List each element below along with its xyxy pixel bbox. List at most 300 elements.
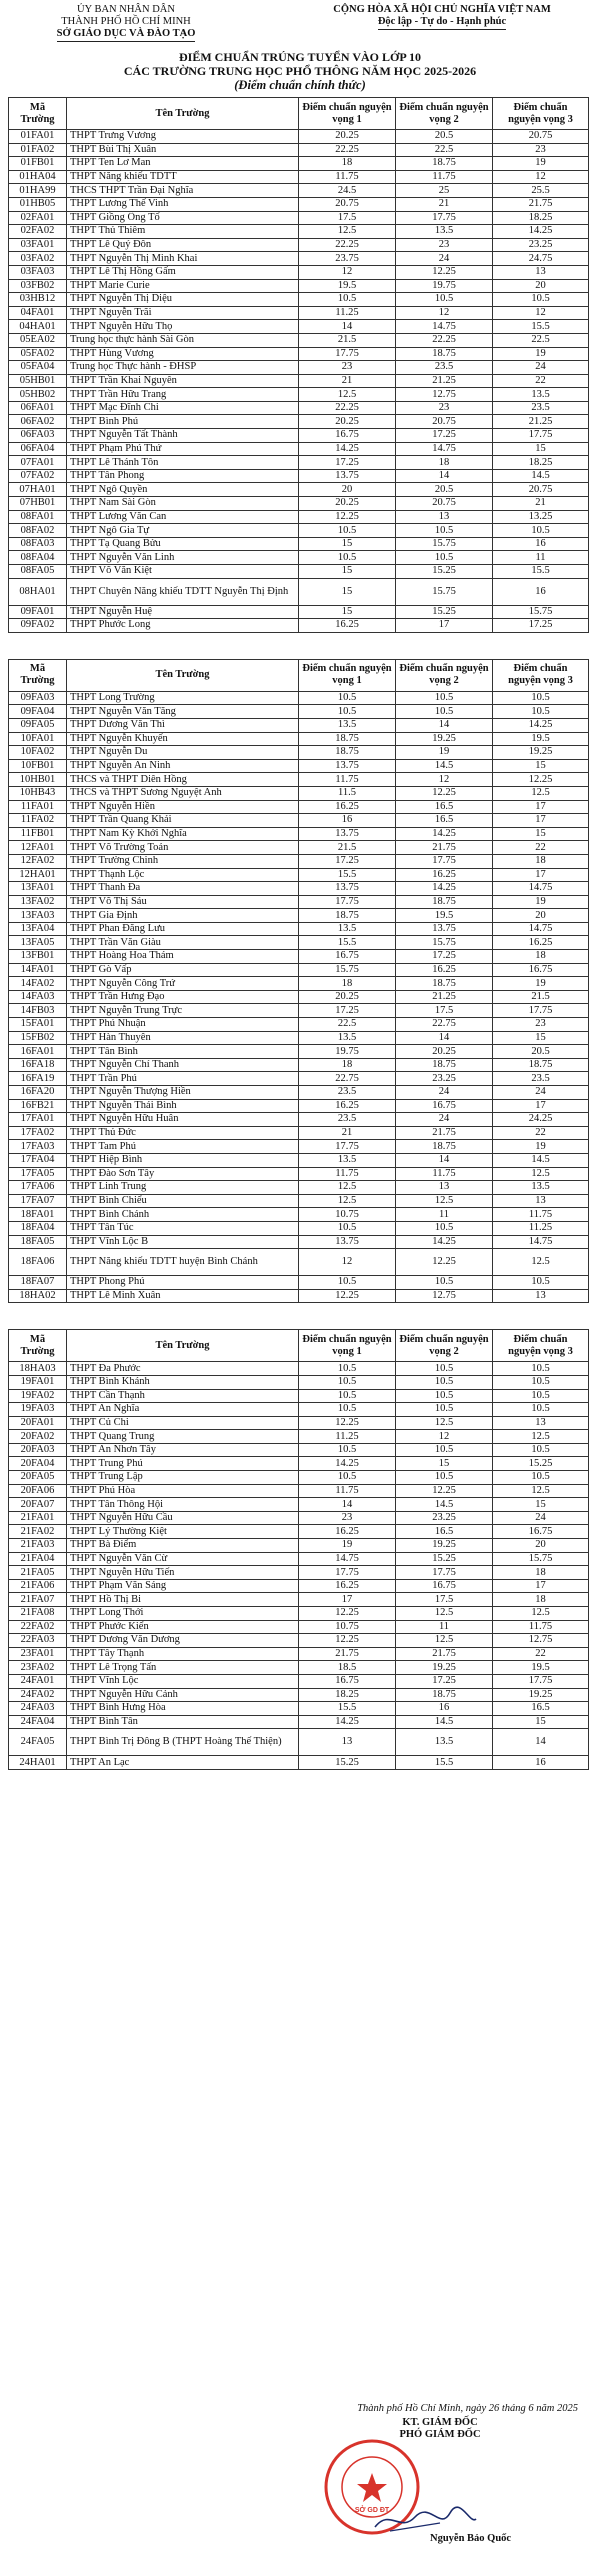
score-nv3: 10.5	[493, 524, 589, 538]
score-nv3: 17	[493, 814, 589, 828]
school-name: THPT Gia Định	[67, 909, 299, 923]
table-row	[9, 800, 589, 814]
score-nv2: 18.75	[396, 1058, 493, 1072]
school-code: 11FA01	[9, 800, 67, 814]
school-code: 06FA03	[9, 429, 67, 443]
score-nv2: 23.25	[396, 1072, 493, 1086]
score-nv3: 17.75	[493, 1674, 589, 1688]
table-row	[9, 1058, 589, 1072]
school-name: THPT Hoàng Hoa Thám	[67, 950, 299, 964]
score-nv1: 21.5	[299, 841, 396, 855]
score-nv2: 23	[396, 401, 493, 415]
score-nv1: 22.75	[299, 1072, 396, 1086]
score-nv3: 16	[493, 1756, 589, 1770]
table-row	[9, 293, 589, 307]
score-nv1: 17.75	[299, 347, 396, 361]
score-nv1: 11.75	[299, 1167, 396, 1181]
score-nv3: 23.25	[493, 238, 589, 252]
table-row	[9, 1289, 589, 1303]
table-row	[9, 333, 589, 347]
score-nv2: 22.5	[396, 143, 493, 157]
score-nv2: 12.5	[396, 1416, 493, 1430]
score-nv3: 10.5	[493, 1375, 589, 1389]
score-nv3: 10.5	[493, 1443, 589, 1457]
score-nv2: 17.75	[396, 211, 493, 225]
score-nv2: 16.5	[396, 1525, 493, 1539]
score-nv1: 21	[299, 1126, 396, 1140]
score-nv2: 13.5	[396, 225, 493, 239]
school-name: THPT Nguyễn Hữu Thọ	[67, 320, 299, 334]
score-nv3: 24	[493, 1086, 589, 1100]
school-name: THPT Phong Phú	[67, 1276, 299, 1290]
school-name: Trung học Thực hành - ĐHSP	[67, 361, 299, 375]
score-nv1: 10.5	[299, 524, 396, 538]
score-nv3: 10.5	[493, 1389, 589, 1403]
school-name: THPT Nguyễn Thượng Hiền	[67, 1086, 299, 1100]
school-name: THPT Giồng Ông Tố	[67, 211, 299, 225]
column-header-name: Tên Trường	[67, 98, 299, 130]
score-nv1: 10.5	[299, 691, 396, 705]
school-name: THPT Ngô Quyền	[67, 483, 299, 497]
school-name: THPT Nguyễn Hữu Huân	[67, 1113, 299, 1127]
score-nv1: 10.75	[299, 1208, 396, 1222]
school-name: THPT Mạc Đĩnh Chi	[67, 401, 299, 415]
table-row	[9, 1086, 589, 1100]
table-row	[9, 537, 589, 551]
school-name: THPT Võ Văn Kiệt	[67, 565, 299, 579]
school-code: 20FA01	[9, 1416, 67, 1430]
score-nv3: 13	[493, 1416, 589, 1430]
school-code: 16FA19	[9, 1072, 67, 1086]
score-nv3: 10.5	[493, 1276, 589, 1290]
score-nv1: 11.75	[299, 170, 396, 184]
table-row	[9, 1181, 589, 1195]
score-nv2: 10.5	[396, 1443, 493, 1457]
score-nv1: 10.5	[299, 1375, 396, 1389]
school-name: THPT Tân Bình	[67, 1045, 299, 1059]
table-row	[9, 619, 589, 633]
score-nv2: 14	[396, 718, 493, 732]
column-header-nv3: Điểm chuẩn nguyện vọng 3	[493, 1330, 589, 1362]
school-name: THPT Nguyễn Trãi	[67, 306, 299, 320]
school-name: THPT Tân Phong	[67, 469, 299, 483]
score-nv2: 12.5	[396, 1634, 493, 1648]
school-code: 01FB01	[9, 157, 67, 171]
school-name: THPT Long Trường	[67, 691, 299, 705]
column-header-code: Mã Trường	[9, 1330, 67, 1362]
score-nv1: 17	[299, 1593, 396, 1607]
school-code: 02FA02	[9, 225, 67, 239]
score-nv1: 18.75	[299, 732, 396, 746]
school-name: THPT Bình Trị Đông B (THPT Hoàng Thế Thiện)	[67, 1729, 299, 1756]
school-name: THPT Nguyễn Hữu Tiến	[67, 1566, 299, 1580]
school-code: 17FA03	[9, 1140, 67, 1154]
school-name: THCS và THPT Sương Nguyệt Anh	[67, 786, 299, 800]
column-header-nv2: Điểm chuẩn nguyện vọng 2	[396, 1330, 493, 1362]
table-row	[9, 1688, 589, 1702]
score-nv1: 23.5	[299, 1113, 396, 1127]
table-row	[9, 1674, 589, 1688]
score-nv2: 17.25	[396, 950, 493, 964]
school-name: THPT Trần Khai Nguyên	[67, 374, 299, 388]
table-row	[9, 252, 589, 266]
score-nv1: 13.75	[299, 759, 396, 773]
score-nv3: 10.5	[493, 1403, 589, 1417]
score-nv2: 15.25	[396, 1552, 493, 1566]
table-row	[9, 746, 589, 760]
school-code: 17FA02	[9, 1126, 67, 1140]
score-table	[8, 1329, 589, 1770]
school-code: 13FA01	[9, 882, 67, 896]
school-code: 08HA01	[9, 578, 67, 605]
score-nv3: 12.5	[493, 1607, 589, 1621]
score-nv2: 11.75	[396, 1167, 493, 1181]
score-nv2: 17.25	[396, 429, 493, 443]
table-row	[9, 442, 589, 456]
score-nv1: 15.5	[299, 936, 396, 950]
score-nv1: 15	[299, 578, 396, 605]
score-nv3: 17.25	[493, 619, 589, 633]
table-row	[9, 565, 589, 579]
school-name: THPT Phước Long	[67, 619, 299, 633]
score-nv3: 15	[493, 827, 589, 841]
score-nv3: 25.5	[493, 184, 589, 198]
score-nv1: 10.5	[299, 293, 396, 307]
score-nv3: 16.25	[493, 936, 589, 950]
score-nv1: 16.25	[299, 800, 396, 814]
score-nv2: 21.75	[396, 1647, 493, 1661]
score-nv3: 11.25	[493, 1221, 589, 1235]
score-nv1: 19.5	[299, 279, 396, 293]
score-nv2: 21.75	[396, 841, 493, 855]
school-code: 22FA03	[9, 1634, 67, 1648]
score-nv1: 12.25	[299, 1416, 396, 1430]
school-name: THPT Thủ Đức	[67, 1126, 299, 1140]
school-name: THPT Đa Phước	[67, 1362, 299, 1376]
score-nv1: 12.5	[299, 225, 396, 239]
school-code: 05HB02	[9, 388, 67, 402]
table-row	[9, 415, 589, 429]
score-nv3: 16.5	[493, 1702, 589, 1716]
score-nv2: 18.75	[396, 157, 493, 171]
score-nv3: 19	[493, 895, 589, 909]
school-code: 01FA01	[9, 130, 67, 144]
score-nv2: 23.25	[396, 1511, 493, 1525]
score-nv1: 18.75	[299, 746, 396, 760]
column-header-nv3: Điểm chuẩn nguyện vọng 3	[493, 98, 589, 130]
school-code: 20FA04	[9, 1457, 67, 1471]
school-code: 05FA04	[9, 361, 67, 375]
score-nv3: 15.5	[493, 320, 589, 334]
school-code: 12HA01	[9, 868, 67, 882]
score-nv3: 14	[493, 1729, 589, 1756]
column-header-nv1: Điểm chuẩn nguyện vọng 1	[299, 98, 396, 130]
school-name: THPT Bình Tân	[67, 1715, 299, 1729]
table-row	[9, 1457, 589, 1471]
score-nv2: 11.75	[396, 170, 493, 184]
score-nv1: 12.5	[299, 388, 396, 402]
score-nv1: 10.5	[299, 705, 396, 719]
score-nv3: 17.75	[493, 1004, 589, 1018]
school-name: THPT Nguyễn Khuyến	[67, 732, 299, 746]
score-nv2: 17.5	[396, 1004, 493, 1018]
column-header-code: Mã Trường	[9, 98, 67, 130]
score-nv2: 14.75	[396, 320, 493, 334]
score-nv2: 11	[396, 1208, 493, 1222]
issuing-authority	[8, 4, 238, 50]
school-code: 06FA04	[9, 442, 67, 456]
score-nv3: 17	[493, 1099, 589, 1113]
school-code: 24FA03	[9, 1702, 67, 1716]
school-code: 18HA02	[9, 1289, 67, 1303]
school-code: 23FA02	[9, 1661, 67, 1675]
score-nv3: 22	[493, 374, 589, 388]
score-nv3: 14.5	[493, 469, 589, 483]
score-nv3: 14.25	[493, 225, 589, 239]
school-name: THPT An Nhơn Tây	[67, 1443, 299, 1457]
score-nv2: 24	[396, 1086, 493, 1100]
score-nv1: 12.25	[299, 1289, 396, 1303]
school-name: THPT Linh Trung	[67, 1181, 299, 1195]
school-name: THPT Thủ Thiêm	[67, 225, 299, 239]
school-code: 03HB12	[9, 293, 67, 307]
score-nv2: 14	[396, 1153, 493, 1167]
score-nv2: 18.75	[396, 1688, 493, 1702]
table-row	[9, 1099, 589, 1113]
school-name: THPT Dương Văn Dương	[67, 1634, 299, 1648]
score-nv2: 17	[396, 619, 493, 633]
school-code: 05EA02	[9, 333, 67, 347]
score-nv1: 17.75	[299, 1140, 396, 1154]
school-name: THPT Tây Thạnh	[67, 1647, 299, 1661]
table-row	[9, 882, 589, 896]
score-nv2: 10.5	[396, 1362, 493, 1376]
table-row	[9, 705, 589, 719]
school-name: THPT Lương Văn Can	[67, 510, 299, 524]
score-nv1: 17.75	[299, 895, 396, 909]
school-code: 20FA03	[9, 1443, 67, 1457]
place-date: Thành phố Hồ Chí Minh, ngày 26 tháng 6 năm 2025	[357, 2403, 578, 2414]
score-nv1: 18.5	[299, 1661, 396, 1675]
school-code: 09FA02	[9, 619, 67, 633]
table-row	[9, 1525, 589, 1539]
score-nv1: 17.5	[299, 211, 396, 225]
school-code: 07HB01	[9, 497, 67, 511]
score-nv1: 17.75	[299, 1566, 396, 1580]
score-nv3: 16	[493, 537, 589, 551]
score-nv2: 17.25	[396, 1674, 493, 1688]
score-nv2: 12.75	[396, 388, 493, 402]
score-nv3: 10.5	[493, 1362, 589, 1376]
school-name: THCS THPT Trần Đại Nghĩa	[67, 184, 299, 198]
score-nv2: 11	[396, 1620, 493, 1634]
school-code: 18FA07	[9, 1276, 67, 1290]
school-code: 13FA05	[9, 936, 67, 950]
school-name: THPT Hồ Thị Bi	[67, 1593, 299, 1607]
table-row	[9, 977, 589, 991]
school-name: THPT Hùng Vương	[67, 347, 299, 361]
score-nv2: 17.75	[396, 854, 493, 868]
score-nv1: 14.25	[299, 1457, 396, 1471]
motto-line-1: CỘNG HÒA XÃ HỘI CHỦ NGHĨA VIỆT NAM	[333, 4, 551, 15]
table-row	[9, 578, 589, 605]
table-header-row	[9, 98, 589, 130]
school-name: THPT Phạm Phú Thứ	[67, 442, 299, 456]
score-nv3: 20	[493, 1539, 589, 1553]
school-name: THPT Trường Chinh	[67, 854, 299, 868]
score-nv3: 10.5	[493, 705, 589, 719]
score-nv1: 23	[299, 361, 396, 375]
school-name: THPT Nguyễn Hữu Cầu	[67, 1511, 299, 1525]
school-name: Trung học thực hành Sài Gòn	[67, 333, 299, 347]
score-nv2: 16	[396, 1702, 493, 1716]
score-nv2: 14.25	[396, 882, 493, 896]
school-code: 19FA03	[9, 1403, 67, 1417]
school-name: THPT Trưng Vương	[67, 130, 299, 144]
score-nv2: 16.25	[396, 963, 493, 977]
score-nv1: 11.75	[299, 773, 396, 787]
school-name: THPT Lê Trọng Tấn	[67, 1661, 299, 1675]
score-nv2: 21.25	[396, 990, 493, 1004]
school-name: THPT Trần Văn Giàu	[67, 936, 299, 950]
school-name: THPT Phước Kiển	[67, 1620, 299, 1634]
score-nv3: 16	[493, 578, 589, 605]
score-nv1: 20	[299, 483, 396, 497]
table-row	[9, 605, 589, 619]
signature-block	[0, 2403, 600, 2563]
score-nv3: 19	[493, 977, 589, 991]
score-nv3: 15	[493, 1031, 589, 1045]
table-row	[9, 157, 589, 171]
table-row	[9, 1004, 589, 1018]
score-nv2: 10.5	[396, 551, 493, 565]
school-name: THPT Vĩnh Lộc B	[67, 1235, 299, 1249]
table-row	[9, 374, 589, 388]
score-nv3: 18	[493, 854, 589, 868]
score-nv1: 11.25	[299, 1430, 396, 1444]
school-name: THPT Trần Phú	[67, 1072, 299, 1086]
score-nv1: 22.5	[299, 1018, 396, 1032]
table-row	[9, 1620, 589, 1634]
school-name: THPT An Lạc	[67, 1756, 299, 1770]
score-nv2: 19	[396, 746, 493, 760]
table-row	[9, 1552, 589, 1566]
table-row	[9, 1566, 589, 1580]
school-code: 16FA18	[9, 1058, 67, 1072]
score-nv1: 12.5	[299, 1194, 396, 1208]
table-row	[9, 1140, 589, 1154]
score-nv1: 16.75	[299, 429, 396, 443]
score-nv3: 17.75	[493, 429, 589, 443]
score-nv2: 20.75	[396, 415, 493, 429]
table-row	[9, 1031, 589, 1045]
table-row	[9, 265, 589, 279]
school-name: THPT Lê Thánh Tôn	[67, 456, 299, 470]
score-nv2: 14.5	[396, 1498, 493, 1512]
school-name: THPT Hàn Thuyên	[67, 1031, 299, 1045]
score-nv1: 12	[299, 265, 396, 279]
table-row	[9, 1484, 589, 1498]
score-nv3: 11.75	[493, 1208, 589, 1222]
score-nv1: 10.5	[299, 1443, 396, 1457]
school-name: THPT Nguyễn Chí Thanh	[67, 1058, 299, 1072]
score-nv2: 19.25	[396, 1539, 493, 1553]
table-row	[9, 524, 589, 538]
table-row	[9, 718, 589, 732]
score-nv1: 15	[299, 605, 396, 619]
score-nv1: 18.25	[299, 1688, 396, 1702]
school-name: THPT Quang Trung	[67, 1430, 299, 1444]
score-nv3: 20	[493, 279, 589, 293]
score-nv1: 15.75	[299, 963, 396, 977]
score-nv1: 10.5	[299, 1276, 396, 1290]
column-header-code: Mã Trường	[9, 659, 67, 691]
table-gap	[8, 1303, 592, 1329]
table-row	[9, 388, 589, 402]
school-code: 08FA01	[9, 510, 67, 524]
school-name: THPT Lý Thường Kiệt	[67, 1525, 299, 1539]
school-code: 02FA01	[9, 211, 67, 225]
score-nv3: 10.5	[493, 691, 589, 705]
score-nv3: 12.5	[493, 1430, 589, 1444]
school-code: 19FA02	[9, 1389, 67, 1403]
school-code: 06FA02	[9, 415, 67, 429]
school-code: 08FA03	[9, 537, 67, 551]
document-subtitle: (Điểm chuẩn chính thức)	[234, 78, 366, 92]
school-name: THPT Long Thới	[67, 1607, 299, 1621]
score-nv2: 21	[396, 197, 493, 211]
school-name: THPT Trung Lập	[67, 1471, 299, 1485]
score-nv3: 21.5	[493, 990, 589, 1004]
school-code: 03FA01	[9, 238, 67, 252]
school-name: THPT Nguyễn Văn Tăng	[67, 705, 299, 719]
school-code: 20FA07	[9, 1498, 67, 1512]
school-code: 01FA02	[9, 143, 67, 157]
score-nv2: 10.5	[396, 1276, 493, 1290]
score-nv3: 18	[493, 1593, 589, 1607]
school-code: 17FA01	[9, 1113, 67, 1127]
school-code: 03FA02	[9, 252, 67, 266]
column-header-nv1: Điểm chuẩn nguyện vọng 1	[299, 659, 396, 691]
score-nv3: 22	[493, 1647, 589, 1661]
school-name: THPT Trần Hữu Trang	[67, 388, 299, 402]
school-name: THPT Thanh Đa	[67, 882, 299, 896]
school-code: 14FA03	[9, 990, 67, 1004]
school-name: THPT Năng khiếu TDTT	[67, 170, 299, 184]
score-nv2: 23	[396, 238, 493, 252]
school-name: THPT Nguyễn Tất Thành	[67, 429, 299, 443]
school-code: 16FA01	[9, 1045, 67, 1059]
table-row	[9, 773, 589, 787]
school-name: THPT Nguyễn Thái Bình	[67, 1099, 299, 1113]
score-nv3: 16.75	[493, 1525, 589, 1539]
table-row	[9, 1607, 589, 1621]
score-nv1: 15.5	[299, 868, 396, 882]
table-header-row	[9, 1330, 589, 1362]
score-nv3: 13.25	[493, 510, 589, 524]
school-name: THPT Lê Quý Đôn	[67, 238, 299, 252]
score-nv2: 15	[396, 1457, 493, 1471]
school-name: THPT Trung Phú	[67, 1457, 299, 1471]
table-row	[9, 1167, 589, 1181]
table-row	[9, 279, 589, 293]
school-name: THPT An Nghĩa	[67, 1403, 299, 1417]
score-nv1: 10.5	[299, 1389, 396, 1403]
score-nv2: 19.75	[396, 279, 493, 293]
score-nv3: 12.5	[493, 1249, 589, 1276]
table-row	[9, 909, 589, 923]
school-code: 24FA04	[9, 1715, 67, 1729]
